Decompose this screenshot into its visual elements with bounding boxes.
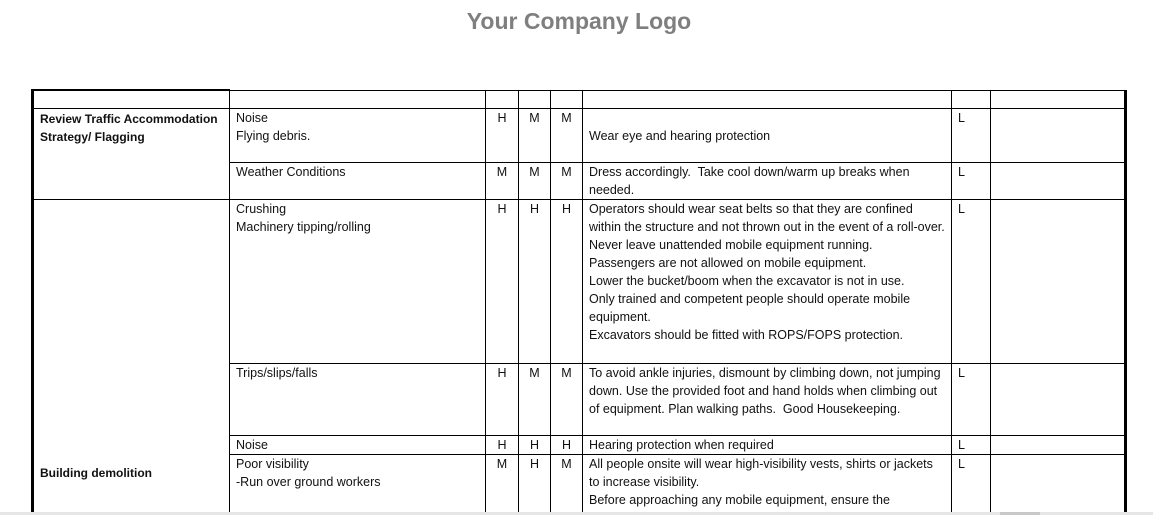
risk-rating: M — [561, 165, 572, 179]
notes-cell — [991, 364, 1126, 436]
risk-rating-cell — [519, 436, 551, 455]
risk-rating: H — [497, 366, 507, 380]
risk-rating: M — [529, 111, 540, 125]
control-text: Dress accordingly. Take cool down/warm up breaks when needed. — [589, 165, 914, 197]
risk-rating-cell — [486, 436, 519, 455]
control-text: Only trained and competent people should operate mobile equipment. — [589, 292, 914, 324]
risk-rating-cell — [551, 200, 583, 364]
hazard-text: Poor visibility — [236, 457, 309, 471]
control-text: Lower the bucket/boom when the excavator is not in use. — [589, 274, 905, 288]
risk-rating: H — [561, 438, 572, 452]
notes-cell — [991, 109, 1126, 163]
risk-rating: H — [529, 438, 540, 452]
residual-risk: L — [958, 457, 965, 471]
hazard-text: Trips/slips/falls — [236, 366, 318, 380]
residual-risk-cell — [952, 200, 991, 364]
residual-risk-cell — [952, 436, 991, 455]
risk-rating: H — [561, 202, 572, 216]
risk-rating: H — [529, 202, 540, 216]
hazard-text: Weather Conditions — [236, 165, 346, 179]
hazard-text: Noise — [236, 111, 268, 125]
residual-risk: L — [958, 366, 965, 380]
risk-rating: M — [561, 457, 572, 471]
hazard-cell — [230, 109, 486, 163]
risk-rating: M — [529, 366, 540, 380]
hazard-cell — [230, 364, 486, 436]
risk-rating: H — [497, 202, 507, 216]
hazard-text: Noise — [236, 438, 268, 452]
residual-risk: L — [958, 111, 965, 125]
risk-rating-cell — [551, 163, 583, 200]
risk-rating: M — [496, 165, 508, 179]
risk-rating-cell — [519, 109, 551, 163]
control-text: Operators should wear seat belts so that they are confined within the structure and not thrown out in the event of a roll-over. — [589, 202, 945, 234]
risk-rating: M — [561, 366, 572, 380]
risk-rating-cell — [519, 200, 551, 364]
risk-rating-cell — [486, 109, 519, 163]
risk-rating-cell — [551, 364, 583, 436]
task-cell — [33, 109, 230, 200]
task-label: Review Traffic Accommodation Strategy/ Flagging — [40, 112, 218, 144]
residual-risk-cell — [952, 109, 991, 163]
controls-cell — [583, 200, 952, 364]
risk-rating-cell — [519, 364, 551, 436]
hazard-cell — [230, 436, 486, 455]
hazard-text: Flying debris. — [236, 129, 311, 143]
hazard-cell — [230, 163, 486, 200]
risk-rating-cell — [551, 436, 583, 455]
task-label: Building demolition — [40, 466, 152, 480]
risk-assessment-table — [31, 89, 1127, 512]
control-text: Passengers are not allowed on mobile equipment. — [589, 256, 867, 270]
risk-rating: H — [497, 111, 507, 125]
hazard-cell — [230, 455, 486, 513]
hazard-cell — [230, 200, 486, 364]
hazard-text: -Run over ground workers — [236, 475, 381, 489]
risk-rating: H — [497, 438, 507, 452]
risk-rating: H — [529, 457, 540, 471]
document-page — [31, 89, 1129, 512]
hazard-text: Machinery tipping/rolling — [236, 220, 371, 234]
table-row — [33, 109, 1126, 163]
risk-rating: M — [529, 165, 540, 179]
header-row — [33, 90, 1126, 109]
notes-cell — [991, 163, 1126, 200]
residual-risk-cell — [952, 455, 991, 513]
hazard-text: Crushing — [236, 202, 287, 216]
risk-rating-cell — [551, 455, 583, 513]
notes-cell — [991, 436, 1126, 455]
residual-risk: L — [958, 438, 965, 452]
controls-cell — [583, 455, 952, 513]
controls-cell — [583, 163, 952, 200]
residual-risk-cell — [952, 364, 991, 436]
residual-risk-cell — [952, 163, 991, 200]
control-text: All people onsite will wear high-visibility vests, shirts or jackets to increase visibility. — [589, 457, 937, 489]
controls-cell — [583, 436, 952, 455]
risk-rating-cell — [551, 109, 583, 163]
risk-rating-cell — [486, 364, 519, 436]
risk-rating-cell — [519, 163, 551, 200]
controls-cell — [583, 109, 952, 163]
company-logo-placeholder: Your Company Logo — [466, 8, 692, 34]
control-text: Wear eye and hearing protection — [589, 129, 771, 143]
risk-rating: M — [561, 111, 572, 125]
control-text: Before approaching any mobile equipment, ensure the — [589, 493, 890, 507]
risk-rating-cell — [486, 200, 519, 364]
residual-risk: L — [958, 165, 965, 179]
risk-rating-cell — [486, 163, 519, 200]
residual-risk: L — [958, 202, 965, 216]
controls-cell — [583, 364, 952, 436]
notes-cell — [991, 455, 1126, 513]
risk-rating: M — [496, 457, 508, 471]
control-text: Never leave unattended mobile equipment running. — [589, 238, 873, 252]
control-text: Hearing protection when required — [589, 438, 774, 452]
notes-cell — [991, 200, 1126, 364]
control-text: Excavators should be fitted with ROPS/FOPS protection. — [589, 328, 904, 342]
control-text: To avoid ankle injuries, dismount by climbing down, not jumping down. Use the provided foot and hand holds when climbing out of equipment. Plan walking paths. Good Housekeeping. — [589, 366, 945, 416]
control-text — [589, 109, 945, 127]
table-row — [33, 200, 1126, 364]
task-cell — [33, 200, 230, 513]
risk-rating-cell — [486, 455, 519, 513]
risk-rating-cell — [519, 455, 551, 513]
